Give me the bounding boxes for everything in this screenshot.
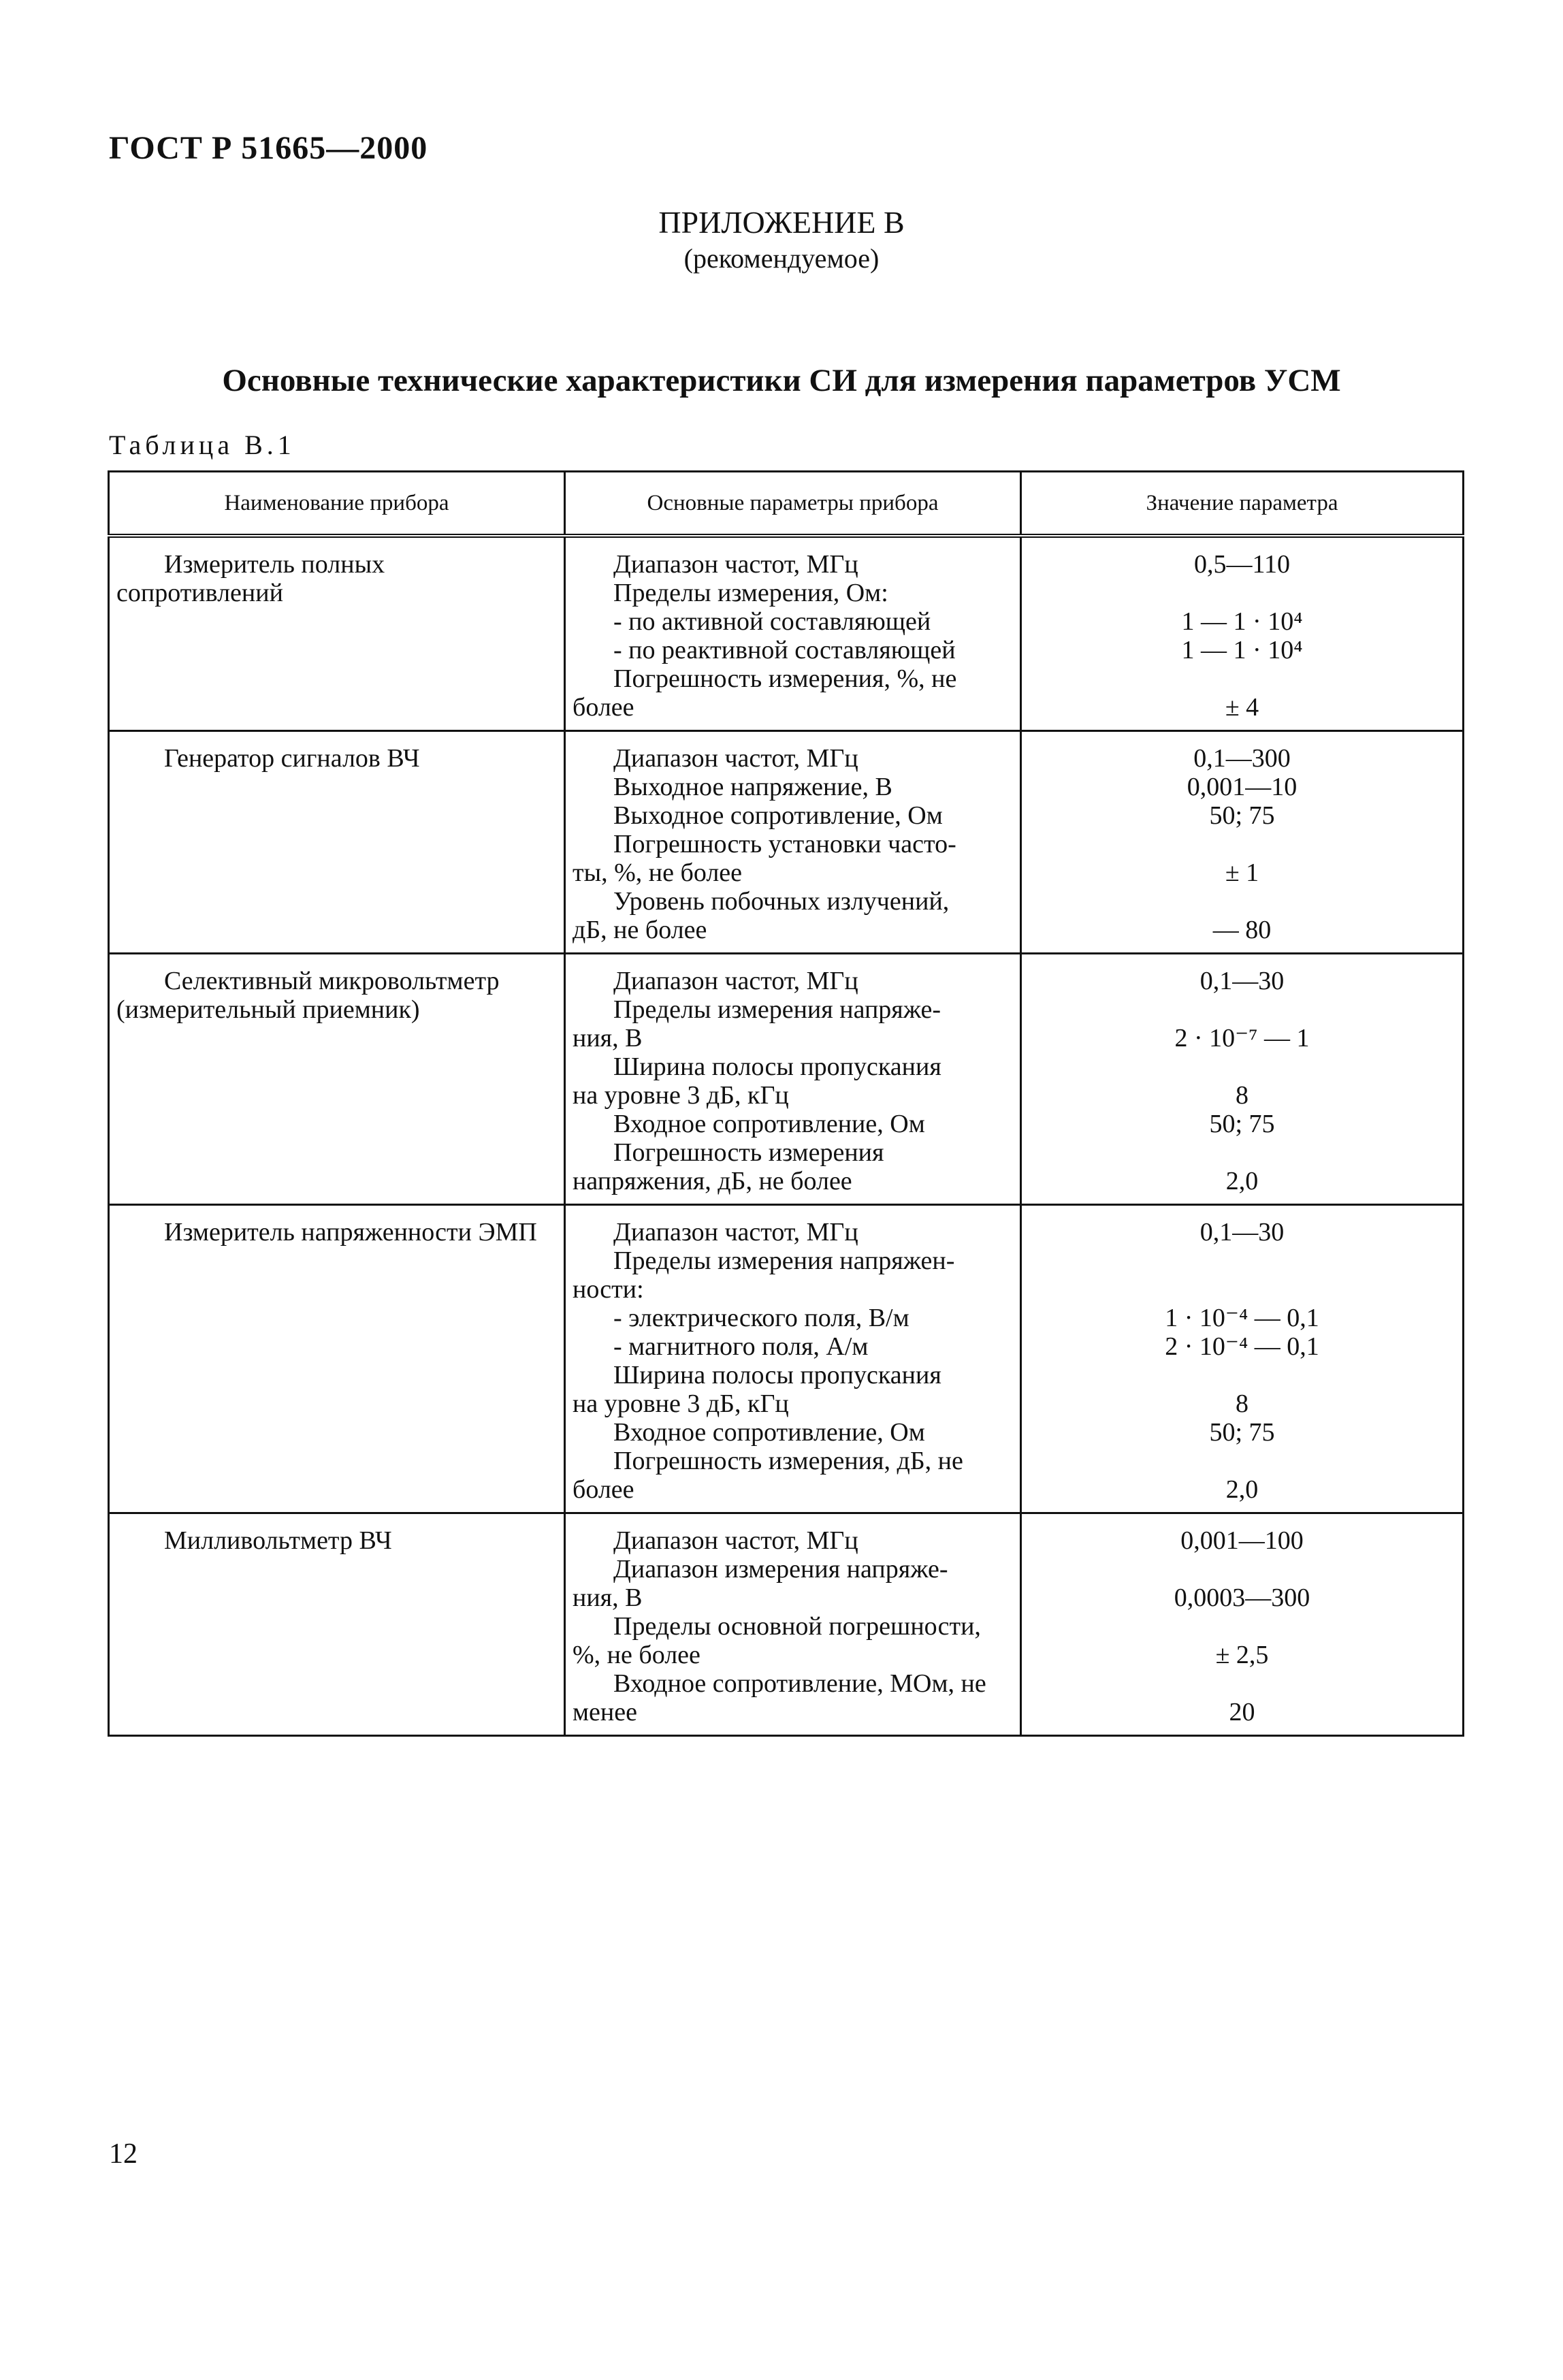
table-label: Таблица В.1 bbox=[109, 430, 295, 460]
param-line: Пределы измерения напряже- bbox=[613, 995, 941, 1024]
value-line bbox=[1022, 664, 1462, 693]
value-line: 0,001—10 bbox=[1187, 773, 1298, 801]
param-line: Пределы основной погрешности, bbox=[613, 1612, 981, 1641]
device-name-cell bbox=[109, 731, 565, 954]
header-param-value: Значение параметра bbox=[1021, 472, 1464, 536]
appendix-title: ПРИЛОЖЕНИЕ В bbox=[658, 205, 905, 240]
value-line bbox=[1022, 1138, 1462, 1167]
value-line bbox=[1022, 1247, 1462, 1275]
param-line: - по активной составляющей bbox=[613, 607, 931, 636]
value-line bbox=[1022, 1052, 1462, 1081]
value-line: 0,0003—300 bbox=[1174, 1583, 1310, 1612]
params-cell bbox=[565, 536, 1021, 731]
value-line: 1 — 1 · 10⁴ bbox=[1181, 636, 1303, 664]
values-cell bbox=[1021, 1205, 1464, 1513]
value-line: 0,1—30 bbox=[1199, 1218, 1285, 1247]
param-line: Пределы измерения напряжен- bbox=[613, 1247, 955, 1275]
value-line: 1 — 1 · 10⁴ bbox=[1181, 607, 1303, 636]
param-line: - магнитного поля, А/м bbox=[613, 1332, 869, 1361]
param-line: Погрешность установки часто- bbox=[613, 830, 956, 858]
value-line: 0,5—110 bbox=[1193, 550, 1291, 579]
value-line: 2 · 10⁻⁷ — 1 bbox=[1174, 1024, 1310, 1052]
values-cell bbox=[1021, 1513, 1464, 1736]
param-line: Уровень побочных излучений, bbox=[613, 887, 950, 916]
value-line: 1 · 10⁻⁴ — 0,1 bbox=[1165, 1304, 1319, 1332]
table-row bbox=[109, 536, 1464, 731]
params-cell bbox=[565, 954, 1021, 1205]
value-line bbox=[1022, 830, 1462, 858]
values-cell bbox=[1021, 954, 1464, 1205]
param-line: дБ, не более bbox=[573, 916, 707, 944]
value-line: 0,1—300 bbox=[1193, 744, 1291, 773]
param-line: Входное сопротивление, Ом bbox=[613, 1418, 925, 1447]
document-title: Основные технические характеристики СИ для измерения параметров УСМ bbox=[222, 363, 1341, 398]
param-line: менее bbox=[573, 1698, 637, 1726]
value-line: 0,1—30 bbox=[1199, 967, 1285, 995]
value-line bbox=[1022, 1361, 1462, 1389]
device-name: Селективный микровольтметр (измерительный приемник) bbox=[116, 967, 500, 1024]
value-line bbox=[1022, 1669, 1462, 1698]
value-line: 2 · 10⁻⁴ — 0,1 bbox=[1165, 1332, 1319, 1361]
device-name: Измеритель полных сопротивлений bbox=[116, 550, 385, 607]
param-line: Входное сопротивление, Ом bbox=[613, 1110, 925, 1138]
param-line: Ширина полосы пропускания bbox=[613, 1361, 941, 1389]
device-name-cell bbox=[109, 1513, 565, 1736]
value-line bbox=[1022, 887, 1462, 916]
param-line: Входное сопротивление, МОм, не bbox=[613, 1669, 986, 1698]
value-line: 20 bbox=[1229, 1698, 1255, 1726]
table-body bbox=[109, 536, 1464, 1736]
standard-code: ГОСТ Р 51665—2000 bbox=[109, 130, 428, 166]
param-line: - электрического поля, В/м bbox=[613, 1304, 909, 1332]
param-line: ности: bbox=[573, 1275, 644, 1304]
value-line: 0,001—100 bbox=[1180, 1526, 1304, 1555]
value-line: 50; 75 bbox=[1209, 1110, 1275, 1138]
table-header-row bbox=[109, 472, 1464, 536]
value-line: 8 bbox=[1236, 1081, 1248, 1110]
param-line: ния, В bbox=[573, 1024, 643, 1052]
value-line: ± 4 bbox=[1225, 693, 1259, 722]
device-name: Генератор сигналов ВЧ bbox=[164, 744, 420, 773]
param-line: Диапазон частот, МГц bbox=[613, 1526, 858, 1555]
param-line: ты, %, не более bbox=[573, 858, 743, 887]
value-line bbox=[1022, 1612, 1462, 1641]
value-line bbox=[1022, 1447, 1462, 1475]
specs-table bbox=[108, 470, 1464, 1737]
param-line: более bbox=[573, 1475, 634, 1504]
param-line: Диапазон частот, МГц bbox=[613, 1218, 858, 1247]
value-line: — 80 bbox=[1212, 916, 1272, 944]
value-line: 2,0 bbox=[1225, 1475, 1259, 1504]
param-line: Погрешность измерения, дБ, не bbox=[613, 1447, 963, 1475]
value-line bbox=[1022, 1275, 1462, 1304]
table-row bbox=[109, 1513, 1464, 1736]
value-line: 50; 75 bbox=[1209, 1418, 1275, 1447]
param-line: ния, В bbox=[573, 1583, 643, 1612]
param-line: Пределы измерения, Ом: bbox=[613, 579, 888, 607]
device-name: Милливольтметр ВЧ bbox=[164, 1526, 392, 1555]
appendix-subtitle: (рекомендуемое) bbox=[683, 243, 880, 274]
param-line: Ширина полосы пропускания bbox=[613, 1052, 941, 1081]
device-name-cell bbox=[109, 954, 565, 1205]
value-line: 8 bbox=[1236, 1389, 1248, 1418]
param-line: %, не более bbox=[573, 1641, 700, 1669]
param-line: Диапазон частот, МГц bbox=[613, 744, 858, 773]
values-cell bbox=[1021, 536, 1464, 731]
param-line: Диапазон частот, МГц bbox=[613, 550, 858, 579]
param-line: более bbox=[573, 693, 634, 722]
params-cell bbox=[565, 731, 1021, 954]
param-line: напряжения, дБ, не более bbox=[573, 1167, 852, 1195]
param-line: Выходное сопротивление, Ом bbox=[613, 801, 943, 830]
values-cell bbox=[1021, 731, 1464, 954]
param-line: Погрешность измерения, %, не bbox=[613, 664, 957, 693]
value-line bbox=[1022, 995, 1462, 1024]
table-row bbox=[109, 731, 1464, 954]
value-line: ± 1 bbox=[1225, 858, 1259, 887]
param-line: Диапазон частот, МГц bbox=[613, 967, 858, 995]
header-main-params: Основные параметры прибора bbox=[565, 472, 1021, 536]
page-number: 12 bbox=[109, 2138, 138, 2170]
param-line: на уровне 3 дБ, кГц bbox=[573, 1389, 789, 1418]
param-line: на уровне 3 дБ, кГц bbox=[573, 1081, 789, 1110]
value-line: ± 2,5 bbox=[1215, 1641, 1269, 1669]
value-line bbox=[1022, 579, 1462, 607]
params-cell bbox=[565, 1205, 1021, 1513]
value-line: 50; 75 bbox=[1209, 801, 1275, 830]
param-line: Выходное напряжение, В bbox=[613, 773, 892, 801]
value-line: 2,0 bbox=[1225, 1167, 1259, 1195]
value-line bbox=[1022, 1555, 1462, 1583]
table-row bbox=[109, 1205, 1464, 1513]
table-row bbox=[109, 954, 1464, 1205]
device-name-cell bbox=[109, 1205, 565, 1513]
param-line: - по реактивной составляющей bbox=[613, 636, 956, 664]
param-line: Диапазон измерения напряже- bbox=[613, 1555, 948, 1583]
device-name: Измеритель напряженности ЭМП bbox=[164, 1218, 537, 1247]
device-name-cell bbox=[109, 536, 565, 731]
params-cell bbox=[565, 1513, 1021, 1736]
param-line: Погрешность измерения bbox=[613, 1138, 884, 1167]
header-device-name: Наименование прибора bbox=[109, 472, 565, 536]
